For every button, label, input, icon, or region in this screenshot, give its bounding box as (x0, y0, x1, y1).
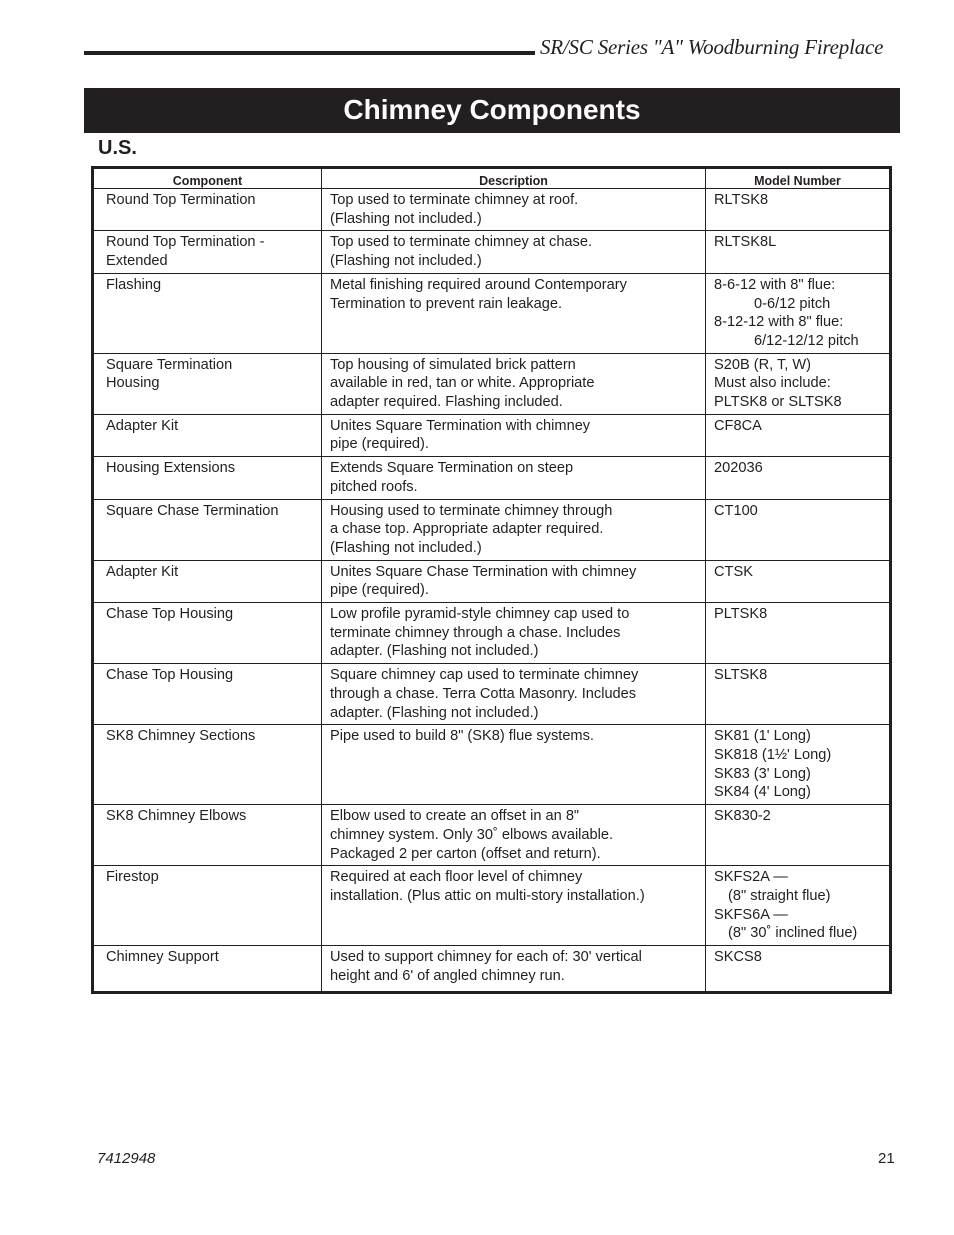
model-number-cell (706, 560, 891, 602)
cell-line: Unites Square Termination with chimney (330, 417, 591, 434)
component-cell (93, 560, 322, 602)
cell-line: SK8 Chimney Elbows (106, 808, 247, 825)
cell-line: PLTSK8 (714, 606, 768, 623)
cell-line: a chase top. Appropriate adapter required. (330, 521, 604, 538)
cell-line: Extends Square Termination on steep (330, 460, 574, 477)
cell-line: 8-12-12 with 8" flue: (714, 314, 844, 331)
table-row (93, 457, 891, 499)
cell-line: CTSK (714, 563, 753, 580)
region-heading: U.S. (98, 137, 137, 159)
cell-line: Must also include: (714, 375, 831, 392)
page-number: 21 (878, 1150, 895, 1167)
cell-line: Chase Top Housing (106, 667, 234, 684)
description-cell (322, 353, 706, 414)
cell-line: adapter. (Flashing not included.) (330, 643, 539, 660)
description-cell (322, 189, 706, 231)
model-number-cell (706, 231, 891, 273)
component-cell (93, 353, 322, 414)
cell-line: RLTSK8L (714, 234, 777, 251)
model-number-cell (706, 414, 891, 456)
cell-line: (8" 30˚ inclined flue) (728, 925, 858, 942)
cell-line: (Flashing not included.) (330, 539, 482, 556)
cell-line: Low profile pyramid-style chimney cap used to (330, 606, 630, 623)
cell-line: Packaged 2 per carton (offset and return). (330, 845, 601, 862)
cell-line: Metal finishing required around Contemporary (330, 276, 627, 293)
document-number: 7412948 (97, 1150, 156, 1167)
cell-line: Round Top Termination - (106, 234, 265, 251)
header-rule (84, 51, 535, 55)
table-row (93, 866, 891, 946)
cell-line: Top used to terminate chimney at chase. (330, 234, 593, 251)
table-row (93, 499, 891, 560)
cell-line: Chimney Support (106, 949, 219, 966)
component-cell (93, 189, 322, 231)
cell-line: Pipe used to build 8" (SK8) flue systems. (330, 728, 594, 745)
cell-line: Used to support chimney for each of: 30' vertical (330, 949, 642, 966)
cell-line: 0-6/12 pitch (754, 295, 831, 312)
description-cell (322, 231, 706, 273)
cell-line: SK84 (4' Long) (714, 784, 811, 801)
table-row (93, 414, 891, 456)
description-cell (322, 946, 706, 993)
cell-line: height and 6' of angled chimney run. (330, 967, 565, 984)
cell-line: Round Top Termination (106, 192, 256, 208)
model-number-cell (706, 353, 891, 414)
table-row (93, 725, 891, 805)
cell-line: adapter required. Flashing included. (330, 394, 563, 411)
description-cell (322, 725, 706, 805)
cell-line: Firestop (106, 869, 159, 886)
model-number-cell (706, 725, 891, 805)
cell-line: PLTSK8 or SLTSK8 (714, 394, 842, 411)
table-header-row (93, 168, 891, 189)
cell-line: 6/12-12/12 pitch (754, 332, 859, 349)
component-cell (93, 231, 322, 273)
cell-line: Chase Top Housing (106, 606, 234, 623)
cell-line: SK830-2 (714, 808, 771, 825)
description-cell (322, 664, 706, 725)
cell-line: Required at each floor level of chimney (330, 869, 583, 886)
component-cell (93, 805, 322, 866)
column-header-component: Component (93, 168, 322, 189)
cell-line: SK81 (1' Long) (714, 728, 811, 745)
cell-line: (Flashing not included.) (330, 253, 482, 270)
cell-line: SKFS6A — (714, 906, 788, 923)
cell-line: pipe (required). (330, 436, 429, 453)
table-row (93, 273, 891, 353)
table-row (93, 560, 891, 602)
table-row (93, 805, 891, 866)
description-cell (322, 457, 706, 499)
model-number-cell (706, 273, 891, 353)
cell-line: Housing (106, 375, 160, 392)
table-row (93, 946, 891, 993)
table-row (93, 231, 891, 273)
cell-line: Housing Extensions (106, 460, 235, 477)
cell-line: Top used to terminate chimney at roof. (330, 192, 579, 208)
page-title: Chimney Components (84, 88, 900, 133)
cell-line: Termination to prevent rain leakage. (330, 295, 563, 312)
cell-line: chimney system. Only 30˚ elbows available. (330, 826, 614, 843)
cell-line: Adapter Kit (106, 417, 179, 434)
cell-line: CT100 (714, 502, 758, 519)
column-header-description: Description (322, 168, 706, 189)
cell-line: Extended (106, 253, 168, 270)
cell-line: SK8 Chimney Sections (106, 728, 256, 745)
cell-line: 8-6-12 with 8" flue: (714, 276, 836, 293)
table-row (93, 603, 891, 664)
cell-line: terminate chimney through a chase. Includes (330, 624, 621, 641)
cell-line: Square chimney cap used to terminate chimney (330, 667, 639, 684)
description-cell (322, 560, 706, 602)
description-cell (322, 603, 706, 664)
cell-line: Square Chase Termination (106, 502, 279, 519)
component-cell (93, 414, 322, 456)
cell-line: available in red, tan or white. Appropriate (330, 375, 595, 392)
cell-line: SK818 (1½' Long) (714, 746, 832, 763)
model-number-cell (706, 499, 891, 560)
model-number-cell (706, 457, 891, 499)
component-cell (93, 457, 322, 499)
component-cell (93, 946, 322, 993)
cell-line: installation. (Plus attic on multi-story installation.) (330, 887, 645, 904)
component-cell (93, 499, 322, 560)
description-cell (322, 866, 706, 946)
cell-line: Adapter Kit (106, 563, 179, 580)
cell-line: Flashing (106, 276, 162, 293)
table-row (93, 664, 891, 725)
cell-line: Unites Square Chase Termination with chimney (330, 563, 637, 580)
cell-line: pitched roofs. (330, 478, 418, 495)
series-title: SR/SC Series "A" Woodburning Fireplace (540, 35, 884, 59)
column-header-model-number: Model Number (706, 168, 891, 189)
model-number-cell (706, 946, 891, 993)
table-row (93, 353, 891, 414)
cell-line: Top housing of simulated brick pattern (330, 356, 576, 373)
description-cell (322, 499, 706, 560)
cell-line: (8" straight flue) (728, 887, 831, 904)
components-table (91, 166, 892, 994)
cell-line: S20B (R, T, W) (714, 356, 812, 373)
component-cell (93, 866, 322, 946)
cell-line: SLTSK8 (714, 667, 768, 684)
cell-line: SKFS2A — (714, 869, 788, 886)
description-cell (322, 273, 706, 353)
cell-line: Housing used to terminate chimney through (330, 502, 613, 519)
component-cell (93, 273, 322, 353)
component-cell (93, 603, 322, 664)
cell-line: RLTSK8 (714, 192, 769, 208)
model-number-cell (706, 805, 891, 866)
model-number-cell (706, 866, 891, 946)
cell-line: pipe (required). (330, 582, 429, 599)
description-cell (322, 414, 706, 456)
cell-line: SK83 (3' Long) (714, 765, 811, 782)
component-cell (93, 725, 322, 805)
cell-line: CF8CA (714, 417, 762, 434)
component-cell (93, 664, 322, 725)
table-row (93, 189, 891, 231)
model-number-cell (706, 603, 891, 664)
cell-line: SKCS8 (714, 949, 762, 966)
model-number-cell (706, 664, 891, 725)
cell-line: through a chase. Terra Cotta Masonry. Includes (330, 685, 637, 702)
cell-line: adapter. (Flashing not included.) (330, 704, 539, 721)
cell-line: Square Termination (106, 356, 233, 373)
model-number-cell (706, 189, 891, 231)
cell-line: Elbow used to create an offset in an 8" (330, 808, 580, 825)
cell-line: (Flashing not included.) (330, 210, 482, 227)
description-cell (322, 805, 706, 866)
cell-line: 202036 (714, 460, 763, 477)
